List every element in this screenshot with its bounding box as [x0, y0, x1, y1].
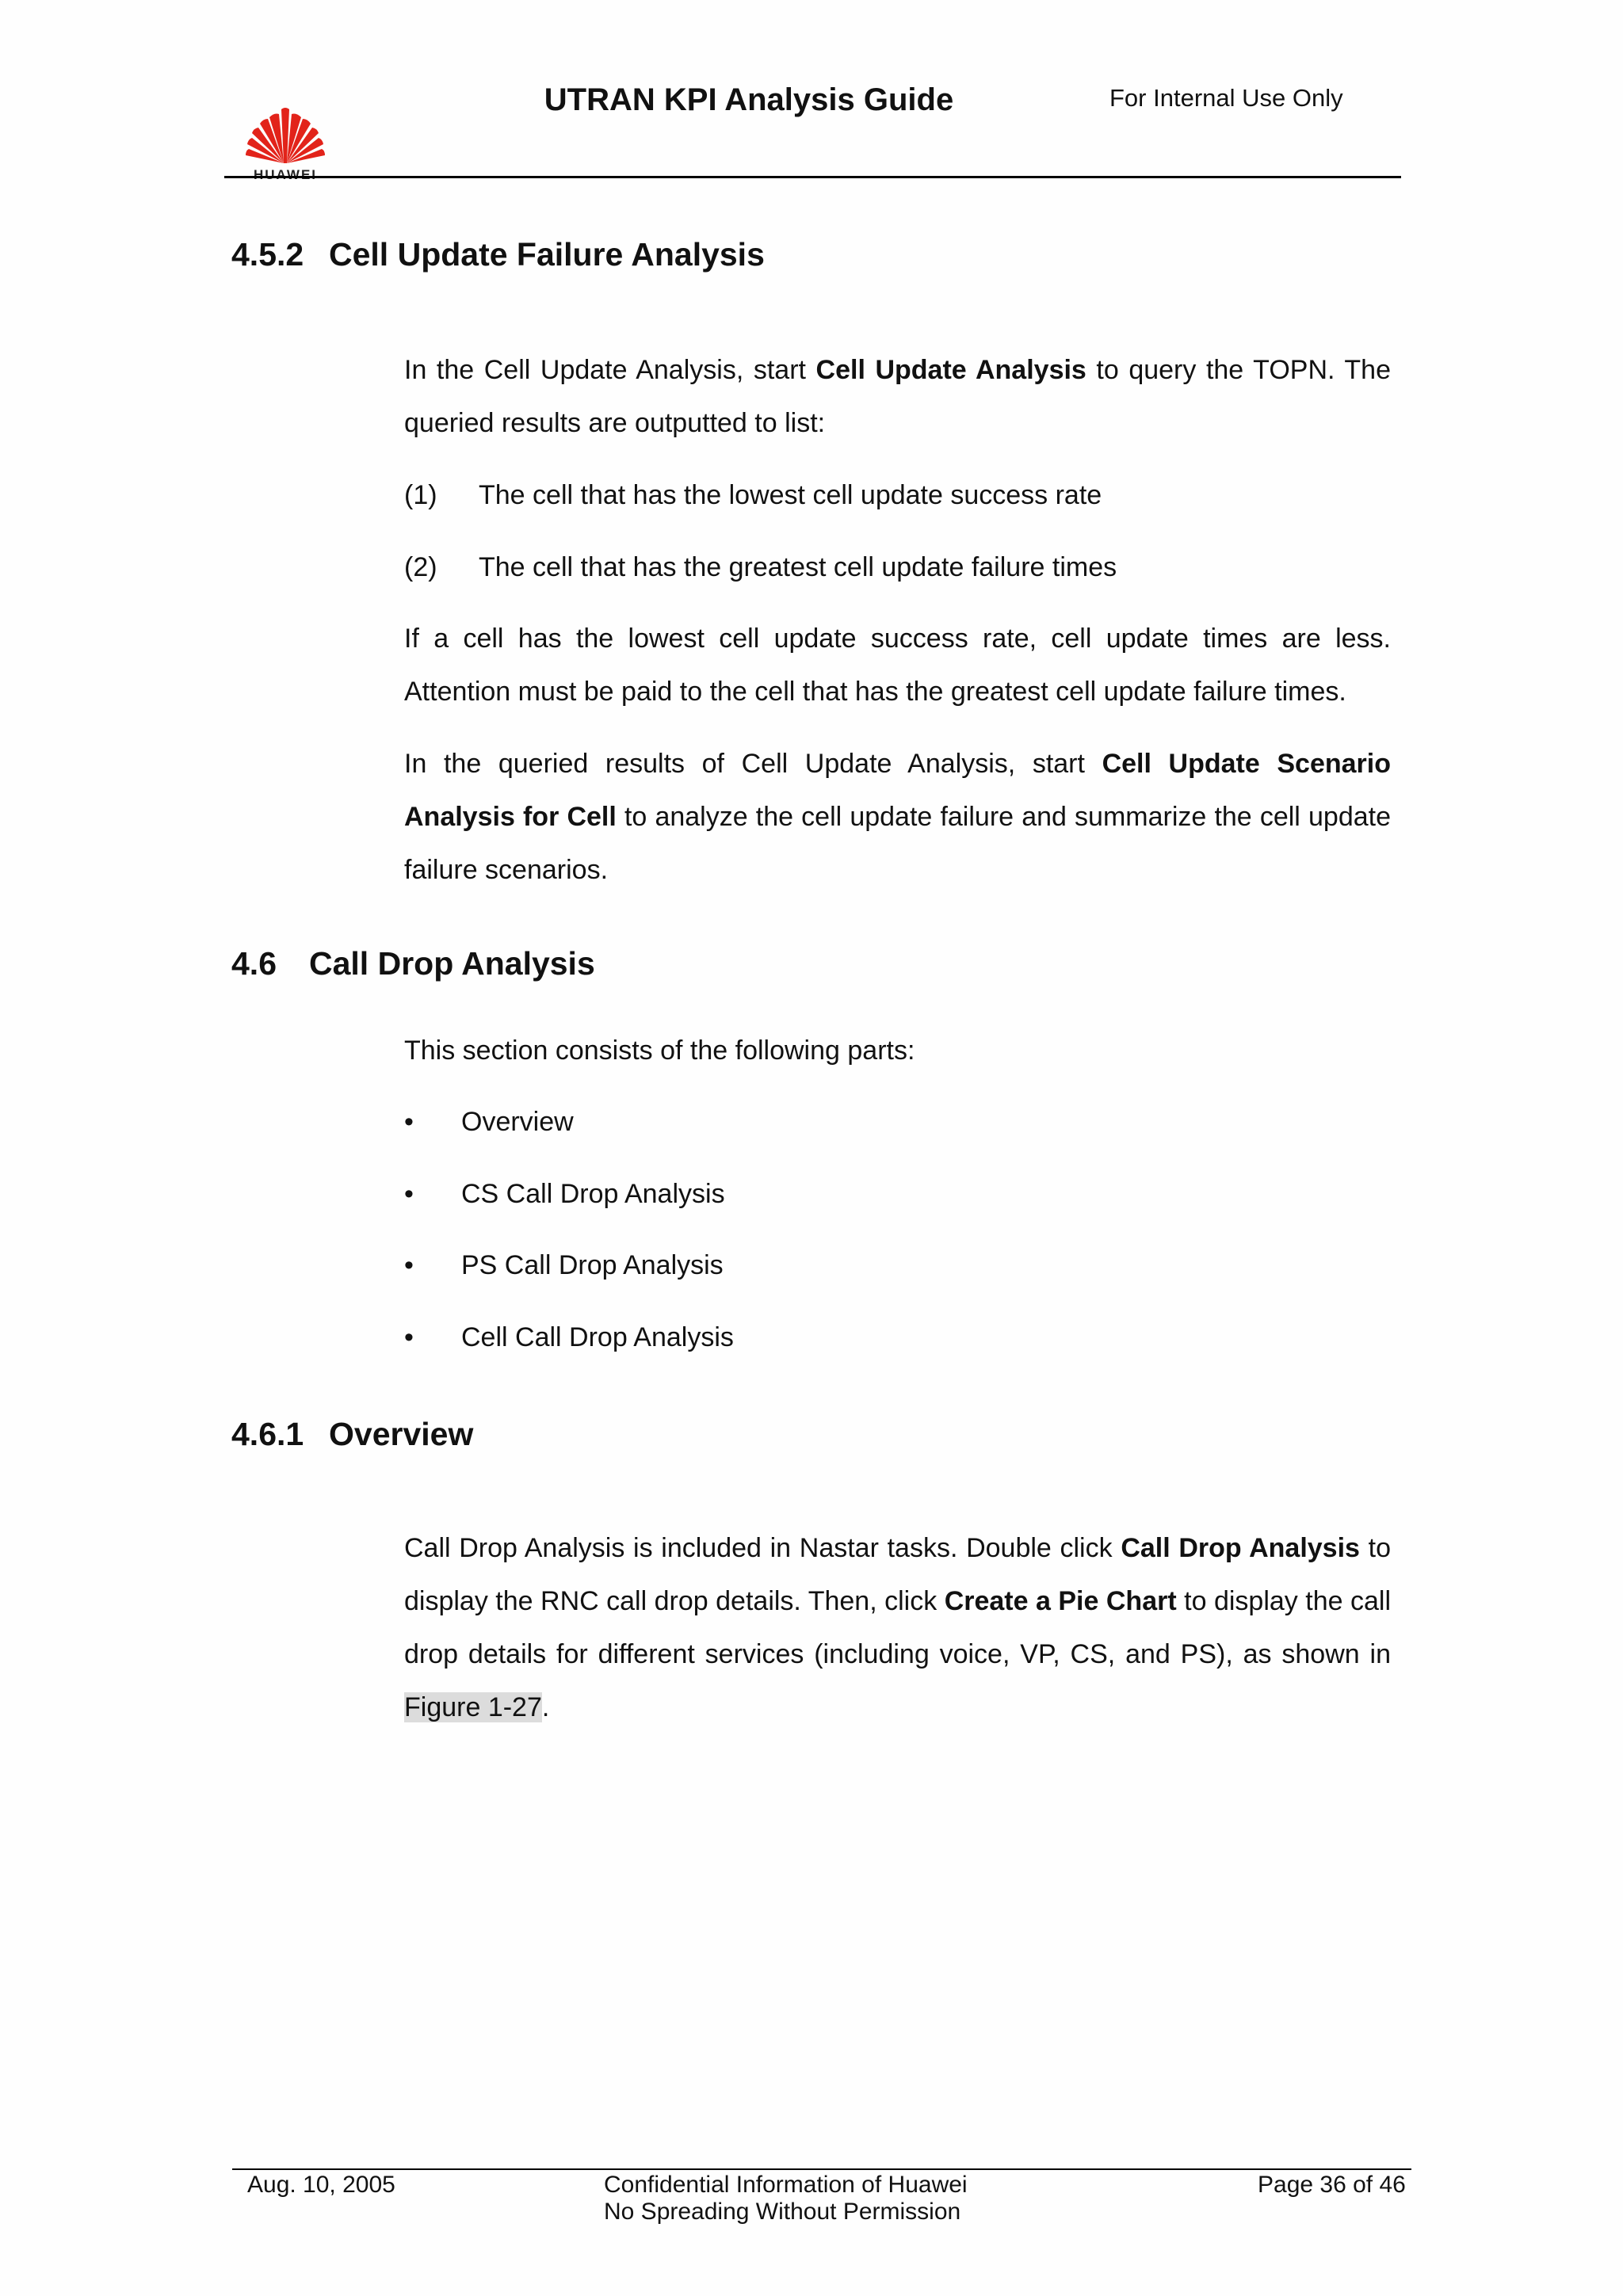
footer-divider — [232, 2168, 1411, 2170]
list-marker: (1) — [404, 480, 437, 510]
document-title: UTRAN KPI Analysis Guide — [544, 82, 954, 117]
bullet-marker: • — [404, 1179, 414, 1209]
footer-page-number: Page 36 of 46 — [1258, 2172, 1406, 2198]
text-run: In the queried results of Cell Update Analysis, start — [404, 749, 1102, 779]
bullet-marker: • — [404, 1322, 414, 1352]
bold-term: Cell Update Analysis — [815, 355, 1086, 385]
footer-confidential-line-2: No Spreading Without Permission — [604, 2199, 961, 2225]
list-item-text: The cell that has the greatest cell update failure times — [479, 552, 1117, 582]
classification-note: For Internal Use Only — [1109, 84, 1343, 112]
paragraph: This section consists of the following parts: — [404, 1035, 915, 1066]
footer-date: Aug. 10, 2005 — [247, 2172, 395, 2198]
list-item — [404, 551, 1117, 583]
section-number: 4.6 — [231, 945, 277, 982]
bold-term: Create a Pie Chart — [944, 1586, 1177, 1616]
header-divider — [224, 176, 1401, 178]
section-heading-4-5-2 — [231, 236, 765, 273]
section-number: 4.5.2 — [231, 236, 304, 273]
section-title: Overview — [329, 1416, 474, 1452]
bullet-item — [404, 1178, 725, 1210]
paragraph — [404, 1522, 1391, 1734]
bullet-text: CS Call Drop Analysis — [461, 1179, 725, 1209]
list-item — [404, 479, 1102, 511]
bullet-item — [404, 1106, 574, 1138]
text-run: . — [541, 1692, 550, 1722]
list-item-text: The cell that has the lowest cell update success rate — [479, 480, 1102, 510]
bold-term: Call Drop Analysis — [1121, 1533, 1360, 1563]
bullet-item — [404, 1249, 724, 1281]
paragraph — [404, 344, 1391, 450]
section-number: 4.6.1 — [231, 1416, 304, 1452]
bold-term: Cell Update Scenario Analysis for Cell — [404, 749, 1391, 832]
bullet-text: PS Call Drop Analysis — [461, 1250, 724, 1280]
text-run: to display the call drop details for different services (including voice, VP, CS, and PS), as shown in — [404, 1586, 1391, 1669]
logo-wordmark: HUAWEI — [254, 167, 317, 181]
text-run: to query the TOPN. The queried results are outputted to list: — [404, 355, 1391, 438]
figure-cross-reference-link[interactable]: Figure 1-27 — [404, 1692, 542, 1722]
paragraph: If a cell has the lowest cell update success rate, cell update times are less. Attention must be paid to the cell that has the greatest cell update failure times. — [404, 624, 1391, 707]
bullet-marker: • — [404, 1250, 414, 1280]
footer-confidential-line-1: Confidential Information of Huawei — [604, 2172, 968, 2198]
section-heading-4-6-1 — [231, 1416, 473, 1453]
text-run: In the Cell Update Analysis, start — [404, 355, 816, 385]
text-run: to display the RNC call drop details. Then, click — [404, 1533, 1391, 1616]
section-title: Call Drop Analysis — [309, 945, 595, 982]
paragraph — [404, 738, 1391, 897]
section-heading-4-6 — [231, 945, 595, 982]
bullet-text: Cell Call Drop Analysis — [461, 1322, 734, 1352]
bullet-item — [404, 1322, 734, 1353]
huawei-logo-icon — [238, 93, 333, 181]
bullet-marker: • — [404, 1107, 414, 1137]
section-title: Cell Update Failure Analysis — [329, 236, 765, 273]
text-run: Call Drop Analysis is included in Nastar tasks. Double click — [404, 1533, 1121, 1563]
huawei-logo — [238, 93, 333, 181]
text-run: to analyze the cell update failure and summarize the cell update failure scenarios. — [404, 802, 1391, 885]
list-marker: (2) — [404, 552, 437, 582]
bullet-text: Overview — [461, 1107, 574, 1137]
